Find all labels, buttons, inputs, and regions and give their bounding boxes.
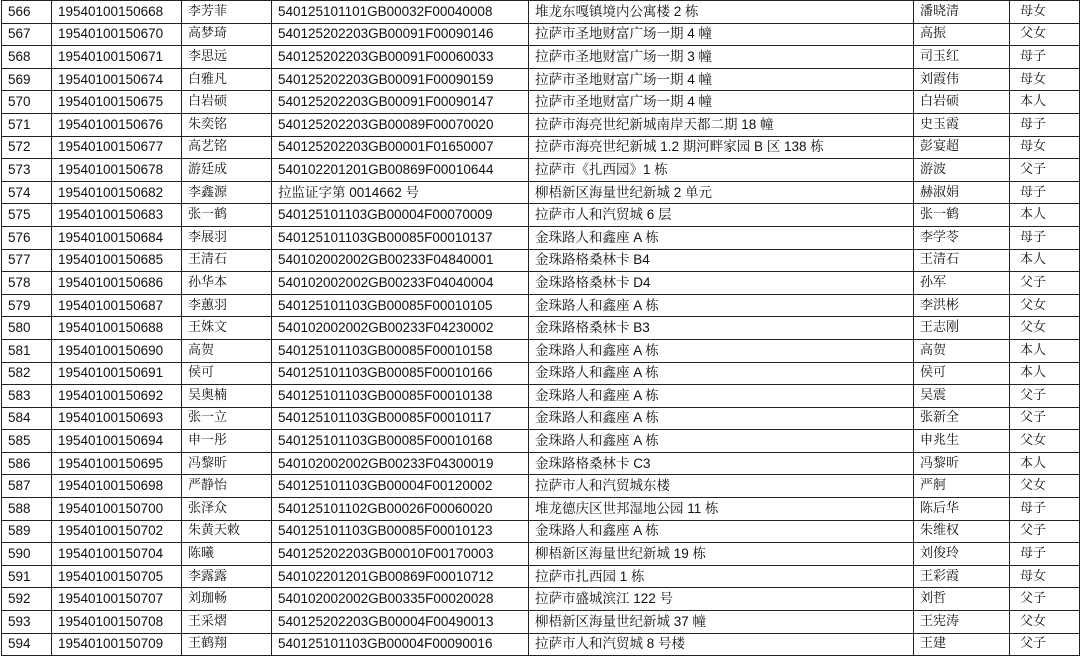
cell-address: 拉萨市圣地财富广场一期 4 幢 xyxy=(529,68,914,91)
cell-row-number: 569 xyxy=(2,68,52,91)
cell-relationship: 父子 xyxy=(1010,385,1080,408)
cell-row-number: 587 xyxy=(2,475,52,498)
cell-student-id: 19540100150684 xyxy=(52,226,182,249)
cell-property-cert-number: 540102002002GB00233F04840001 xyxy=(272,249,529,272)
cell-student-id: 19540100150691 xyxy=(52,362,182,385)
cell-owner-name: 刘霞伟 xyxy=(914,68,1010,91)
cell-relationship: 母女 xyxy=(1010,68,1080,91)
table-row xyxy=(2,136,1080,159)
cell-student-name: 李蕙羽 xyxy=(182,294,272,317)
cell-address: 金珠路人和鑫座 A 栋 xyxy=(529,226,914,249)
cell-property-cert-number: 540125101103GB00004F00120002 xyxy=(272,475,529,498)
cell-row-number: 590 xyxy=(2,543,52,566)
cell-owner-name: 严舸 xyxy=(914,475,1010,498)
cell-owner-name: 潘晓清 xyxy=(914,1,1010,24)
cell-property-cert-number: 540125101103GB00085F00010123 xyxy=(272,520,529,543)
cell-relationship: 父子 xyxy=(1010,407,1080,430)
cell-student-id: 19540100150707 xyxy=(52,588,182,611)
table-row xyxy=(2,430,1080,453)
cell-owner-name: 史玉霞 xyxy=(914,113,1010,136)
cell-owner-name: 李洪彬 xyxy=(914,294,1010,317)
cell-property-cert-number: 540125202203GB00091F00090146 xyxy=(272,23,529,46)
cell-student-name: 高梦琦 xyxy=(182,23,272,46)
cell-relationship: 母女 xyxy=(1010,565,1080,588)
cell-row-number: 567 xyxy=(2,23,52,46)
cell-address: 柳梧新区海量世纪新城 37 幢 xyxy=(529,611,914,634)
cell-student-id: 19540100150698 xyxy=(52,475,182,498)
cell-address: 柳梧新区海量世纪新城 2 单元 xyxy=(529,181,914,204)
cell-owner-name: 王建 xyxy=(914,633,1010,656)
cell-row-number: 583 xyxy=(2,385,52,408)
cell-property-cert-number: 540125101103GB00085F00010166 xyxy=(272,362,529,385)
cell-student-name: 白岩硕 xyxy=(182,91,272,114)
cell-owner-name: 王志刚 xyxy=(914,317,1010,340)
cell-owner-name: 司玉红 xyxy=(914,46,1010,69)
cell-student-name: 高贺 xyxy=(182,339,272,362)
cell-property-cert-number: 540125202203GB00004F00490013 xyxy=(272,611,529,634)
cell-relationship: 父子 xyxy=(1010,272,1080,295)
cell-property-cert-number: 540125101103GB00085F00010168 xyxy=(272,430,529,453)
cell-address: 金珠路人和鑫座 A 栋 xyxy=(529,385,914,408)
cell-owner-name: 赫淑娟 xyxy=(914,181,1010,204)
cell-student-id: 19540100150695 xyxy=(52,452,182,475)
cell-student-id: 19540100150678 xyxy=(52,159,182,182)
cell-relationship: 母子 xyxy=(1010,543,1080,566)
cell-relationship: 本人 xyxy=(1010,249,1080,272)
cell-relationship: 父子 xyxy=(1010,520,1080,543)
cell-address: 拉萨市盛城滨江 122 号 xyxy=(529,588,914,611)
cell-student-name: 王姝文 xyxy=(182,317,272,340)
cell-student-name: 李展羽 xyxy=(182,226,272,249)
cell-student-name: 李芳菲 xyxy=(182,1,272,24)
cell-owner-name: 游波 xyxy=(914,159,1010,182)
cell-student-name: 白雅凡 xyxy=(182,68,272,91)
cell-student-name: 冯黎昕 xyxy=(182,452,272,475)
cell-student-name: 张一立 xyxy=(182,407,272,430)
cell-row-number: 573 xyxy=(2,159,52,182)
cell-owner-name: 高振 xyxy=(914,23,1010,46)
cell-owner-name: 刘哲 xyxy=(914,588,1010,611)
cell-relationship: 母子 xyxy=(1010,181,1080,204)
cell-address: 柳梧新区海量世纪新城 19 栋 xyxy=(529,543,914,566)
cell-property-cert-number: 540125101103GB00085F00010137 xyxy=(272,226,529,249)
cell-owner-name: 吴震 xyxy=(914,385,1010,408)
table-row xyxy=(2,317,1080,340)
cell-owner-name: 陈后华 xyxy=(914,498,1010,521)
cell-row-number: 572 xyxy=(2,136,52,159)
cell-student-id: 19540100150674 xyxy=(52,68,182,91)
cell-student-id: 19540100150687 xyxy=(52,294,182,317)
cell-student-id: 19540100150694 xyxy=(52,430,182,453)
table-row xyxy=(2,272,1080,295)
cell-student-id: 19540100150693 xyxy=(52,407,182,430)
cell-address: 拉萨市海亮世纪新城南岸天都二期 18 幢 xyxy=(529,113,914,136)
table-row xyxy=(2,159,1080,182)
table-row xyxy=(2,611,1080,634)
cell-relationship: 父女 xyxy=(1010,294,1080,317)
cell-student-id: 19540100150692 xyxy=(52,385,182,408)
cell-relationship: 父女 xyxy=(1010,430,1080,453)
cell-row-number: 579 xyxy=(2,294,52,317)
cell-student-name: 朱奕铭 xyxy=(182,113,272,136)
cell-row-number: 592 xyxy=(2,588,52,611)
cell-owner-name: 王彩霞 xyxy=(914,565,1010,588)
cell-address: 金珠路人和鑫座 A 栋 xyxy=(529,430,914,453)
cell-address: 金珠路人和鑫座 A 栋 xyxy=(529,520,914,543)
cell-property-cert-number: 540125202203GB00001F01650007 xyxy=(272,136,529,159)
registry-table xyxy=(1,0,1080,656)
cell-property-cert-number: 540125202203GB00089F00070020 xyxy=(272,113,529,136)
cell-row-number: 588 xyxy=(2,498,52,521)
cell-address: 堆龙东嘎镇境内公寓楼 2 栋 xyxy=(529,1,914,24)
cell-row-number: 575 xyxy=(2,204,52,227)
table-row xyxy=(2,226,1080,249)
cell-property-cert-number: 540125202203GB00091F00090159 xyxy=(272,68,529,91)
cell-property-cert-number: 540125101101GB00032F00040008 xyxy=(272,1,529,24)
cell-relationship: 父子 xyxy=(1010,633,1080,656)
table-row xyxy=(2,565,1080,588)
cell-student-id: 19540100150676 xyxy=(52,113,182,136)
cell-row-number: 576 xyxy=(2,226,52,249)
cell-property-cert-number: 540102002002GB00233F04040004 xyxy=(272,272,529,295)
cell-row-number: 570 xyxy=(2,91,52,114)
cell-student-name: 孙华本 xyxy=(182,272,272,295)
cell-address: 拉萨市圣地财富广场一期 4 幢 xyxy=(529,23,914,46)
cell-student-id: 19540100150683 xyxy=(52,204,182,227)
table-row xyxy=(2,385,1080,408)
cell-address: 拉萨市《扎西园》1 栋 xyxy=(529,159,914,182)
table-row xyxy=(2,362,1080,385)
cell-owner-name: 朱维权 xyxy=(914,520,1010,543)
cell-row-number: 594 xyxy=(2,633,52,656)
cell-row-number: 581 xyxy=(2,339,52,362)
cell-relationship: 母子 xyxy=(1010,226,1080,249)
cell-relationship: 母女 xyxy=(1010,1,1080,24)
cell-address: 堆龙德庆区世邦湿地公园 11 栋 xyxy=(529,498,914,521)
cell-student-id: 19540100150702 xyxy=(52,520,182,543)
cell-relationship: 母子 xyxy=(1010,498,1080,521)
cell-row-number: 589 xyxy=(2,520,52,543)
cell-address: 拉萨市扎西园 1 栋 xyxy=(529,565,914,588)
cell-owner-name: 刘俊玲 xyxy=(914,543,1010,566)
table-row xyxy=(2,452,1080,475)
cell-student-name: 朱黄天敕 xyxy=(182,520,272,543)
table-row xyxy=(2,91,1080,114)
cell-address: 金珠路人和鑫座 A 栋 xyxy=(529,339,914,362)
cell-relationship: 本人 xyxy=(1010,362,1080,385)
cell-address: 拉萨市圣地财富广场一期 4 幢 xyxy=(529,91,914,114)
cell-property-cert-number: 540102201201GB00869F00010712 xyxy=(272,565,529,588)
cell-row-number: 571 xyxy=(2,113,52,136)
cell-student-id: 19540100150671 xyxy=(52,46,182,69)
cell-address: 金珠路格桑林卡 C3 xyxy=(529,452,914,475)
cell-student-id: 19540100150709 xyxy=(52,633,182,656)
table-row xyxy=(2,543,1080,566)
cell-property-cert-number: 540125202203GB00091F00060033 xyxy=(272,46,529,69)
table-row xyxy=(2,113,1080,136)
cell-owner-name: 白岩硕 xyxy=(914,91,1010,114)
cell-row-number: 566 xyxy=(2,1,52,24)
cell-student-name: 李露露 xyxy=(182,565,272,588)
cell-student-name: 王清石 xyxy=(182,249,272,272)
cell-property-cert-number: 540125202203GB00010F00170003 xyxy=(272,543,529,566)
table-row xyxy=(2,181,1080,204)
cell-relationship: 本人 xyxy=(1010,91,1080,114)
cell-owner-name: 张一鹤 xyxy=(914,204,1010,227)
cell-address: 拉萨市人和汽贸城 6 层 xyxy=(529,204,914,227)
cell-relationship: 父女 xyxy=(1010,475,1080,498)
table-row xyxy=(2,520,1080,543)
cell-relationship: 母女 xyxy=(1010,136,1080,159)
cell-relationship: 母子 xyxy=(1010,46,1080,69)
cell-owner-name: 高贺 xyxy=(914,339,1010,362)
cell-property-cert-number: 540102002002GB00233F04230002 xyxy=(272,317,529,340)
cell-address: 拉萨市人和汽贸城 8 号楼 xyxy=(529,633,914,656)
cell-student-name: 高艺铭 xyxy=(182,136,272,159)
cell-student-id: 19540100150677 xyxy=(52,136,182,159)
cell-owner-name: 彭宴超 xyxy=(914,136,1010,159)
cell-relationship: 母子 xyxy=(1010,113,1080,136)
cell-student-name: 游廷成 xyxy=(182,159,272,182)
cell-property-cert-number: 540125101103GB00004F00070009 xyxy=(272,204,529,227)
cell-student-name: 侯可 xyxy=(182,362,272,385)
cell-address: 金珠路格桑林卡 B4 xyxy=(529,249,914,272)
table-row xyxy=(2,498,1080,521)
cell-student-id: 19540100150685 xyxy=(52,249,182,272)
cell-student-id: 19540100150700 xyxy=(52,498,182,521)
cell-property-cert-number: 540125101103GB00085F00010138 xyxy=(272,385,529,408)
cell-student-id: 19540100150670 xyxy=(52,23,182,46)
cell-student-name: 申一彤 xyxy=(182,430,272,453)
cell-address: 拉萨市海亮世纪新城 1.2 期河畔家园 B 区 138 栋 xyxy=(529,136,914,159)
cell-relationship: 父女 xyxy=(1010,317,1080,340)
cell-row-number: 582 xyxy=(2,362,52,385)
cell-property-cert-number: 540125101103GB00085F00010158 xyxy=(272,339,529,362)
cell-relationship: 本人 xyxy=(1010,204,1080,227)
cell-student-name: 李思远 xyxy=(182,46,272,69)
cell-owner-name: 王宪涛 xyxy=(914,611,1010,634)
cell-student-id: 19540100150690 xyxy=(52,339,182,362)
cell-address: 金珠路人和鑫座 A 栋 xyxy=(529,407,914,430)
cell-relationship: 父女 xyxy=(1010,23,1080,46)
table-row xyxy=(2,1,1080,24)
cell-relationship: 父子 xyxy=(1010,159,1080,182)
cell-student-name: 王采熠 xyxy=(182,611,272,634)
cell-property-cert-number: 540125101102GB00026F00060020 xyxy=(272,498,529,521)
cell-student-name: 张泽众 xyxy=(182,498,272,521)
cell-row-number: 577 xyxy=(2,249,52,272)
cell-owner-name: 王清石 xyxy=(914,249,1010,272)
cell-student-id: 19540100150686 xyxy=(52,272,182,295)
cell-row-number: 578 xyxy=(2,272,52,295)
table-row xyxy=(2,68,1080,91)
table-row xyxy=(2,475,1080,498)
cell-student-id: 19540100150688 xyxy=(52,317,182,340)
cell-address: 拉萨市人和汽贸城东楼 xyxy=(529,475,914,498)
cell-row-number: 568 xyxy=(2,46,52,69)
cell-row-number: 585 xyxy=(2,430,52,453)
cell-relationship: 本人 xyxy=(1010,339,1080,362)
cell-row-number: 586 xyxy=(2,452,52,475)
cell-address: 金珠路人和鑫座 A 栋 xyxy=(529,362,914,385)
cell-address: 金珠路格桑林卡 D4 xyxy=(529,272,914,295)
cell-owner-name: 侯可 xyxy=(914,362,1010,385)
cell-address: 金珠路人和鑫座 A 栋 xyxy=(529,294,914,317)
table-row xyxy=(2,46,1080,69)
cell-student-name: 吴奥楠 xyxy=(182,385,272,408)
cell-student-id: 19540100150704 xyxy=(52,543,182,566)
cell-student-name: 张一鹤 xyxy=(182,204,272,227)
cell-address: 拉萨市圣地财富广场一期 3 幢 xyxy=(529,46,914,69)
cell-row-number: 574 xyxy=(2,181,52,204)
cell-student-name: 李鑫源 xyxy=(182,181,272,204)
cell-owner-name: 李学苓 xyxy=(914,226,1010,249)
cell-property-cert-number: 540125101103GB00085F00010117 xyxy=(272,407,529,430)
cell-property-cert-number: 540102002002GB00335F00020028 xyxy=(272,588,529,611)
cell-student-name: 严静怡 xyxy=(182,475,272,498)
table-row xyxy=(2,23,1080,46)
table-row xyxy=(2,407,1080,430)
cell-row-number: 584 xyxy=(2,407,52,430)
cell-student-id: 19540100150675 xyxy=(52,91,182,114)
cell-property-cert-number: 540125101103GB00085F00010105 xyxy=(272,294,529,317)
cell-student-name: 王鹤翔 xyxy=(182,633,272,656)
cell-address: 金珠路格桑林卡 B3 xyxy=(529,317,914,340)
cell-property-cert-number: 540125101103GB00004F00090016 xyxy=(272,633,529,656)
table-row xyxy=(2,249,1080,272)
cell-property-cert-number: 540102002002GB00233F04300019 xyxy=(272,452,529,475)
cell-owner-name: 张新全 xyxy=(914,407,1010,430)
cell-owner-name: 孙军 xyxy=(914,272,1010,295)
table-row xyxy=(2,294,1080,317)
cell-student-id: 19540100150682 xyxy=(52,181,182,204)
cell-relationship: 父女 xyxy=(1010,611,1080,634)
cell-row-number: 591 xyxy=(2,565,52,588)
table-row xyxy=(2,633,1080,656)
table-row xyxy=(2,588,1080,611)
registry-table-body xyxy=(2,1,1080,656)
cell-relationship: 本人 xyxy=(1010,452,1080,475)
cell-student-id: 19540100150705 xyxy=(52,565,182,588)
cell-property-cert-number: 拉监证字第 0014662 号 xyxy=(272,181,529,204)
cell-student-id: 19540100150708 xyxy=(52,611,182,634)
cell-property-cert-number: 540125202203GB00091F00090147 xyxy=(272,91,529,114)
cell-owner-name: 申兆生 xyxy=(914,430,1010,453)
table-row xyxy=(2,339,1080,362)
cell-student-name: 刘珈畅 xyxy=(182,588,272,611)
cell-student-id: 19540100150668 xyxy=(52,1,182,24)
cell-student-name: 陈曦 xyxy=(182,543,272,566)
cell-row-number: 593 xyxy=(2,611,52,634)
cell-owner-name: 冯黎昕 xyxy=(914,452,1010,475)
cell-relationship: 父子 xyxy=(1010,588,1080,611)
cell-row-number: 580 xyxy=(2,317,52,340)
cell-property-cert-number: 540102201201GB00869F00010644 xyxy=(272,159,529,182)
table-row xyxy=(2,204,1080,227)
